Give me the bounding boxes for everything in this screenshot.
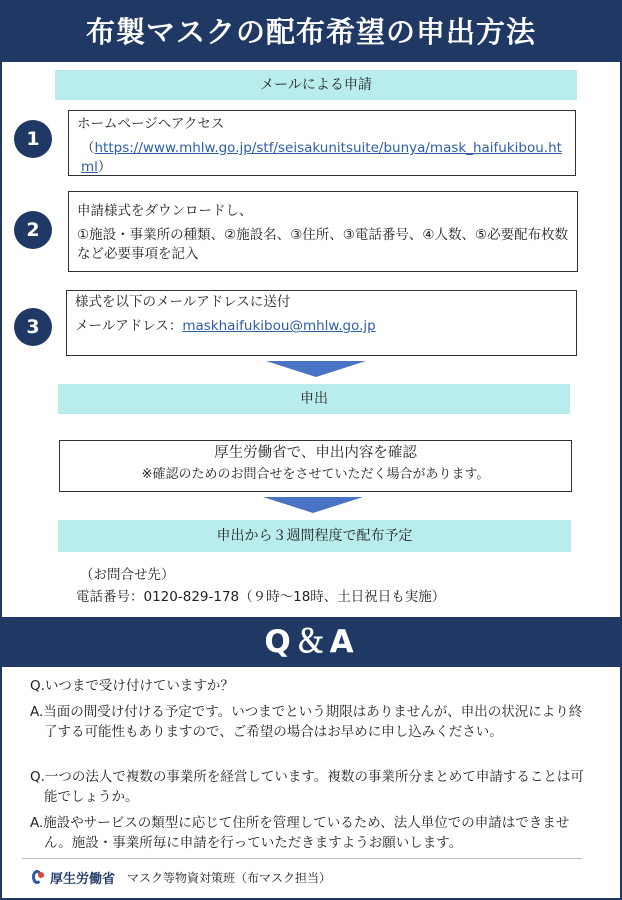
application-email-link[interactable]: maskhaifukibou@mhlw.go.jp: [182, 318, 376, 334]
step-1-badge: 1: [14, 120, 52, 158]
step-1-box: [68, 110, 576, 176]
qa-question-1: Q.いつまで受け付けていますか？: [30, 678, 234, 694]
qa-title: Q＆A: [2, 617, 620, 667]
step-2-badge: 2: [14, 211, 52, 249]
footer-org: 厚生労働省: [50, 872, 116, 887]
step-2-box: [68, 191, 578, 272]
step-1-link-open: （: [81, 140, 95, 156]
mhlw-logo-icon: [30, 869, 46, 887]
contact-phone: 電話番号：0120-829-178（９時～18時、土日祝日も実施）: [76, 589, 446, 605]
contact-heading: （お問合せ先）: [80, 567, 175, 583]
confirm-note: ※確認のためのお問合せをさせていただく場合があります。: [141, 467, 490, 482]
email-label: メールアドレス：: [75, 318, 183, 334]
confirm-title: 厚生労働省で、申出内容を確認: [214, 445, 417, 461]
apply-label: 申出: [58, 384, 570, 414]
qa-answer-2: A.施設やサービスの類型に応じて住所を管理しているため、法人単位での申請はできません。施設・事業所毎に申請を行っていただきますようお願いします。: [30, 815, 570, 851]
step-3-box: [66, 290, 577, 356]
step-2-detail: ①施設・事業所の種類、②施設名、③住所、③電話番号、④人数、⑤必要配布枚数など必要事項を記入: [77, 227, 569, 262]
page-title: 布製マスクの配布希望の申出方法: [2, 2, 620, 62]
step-2-title: 申請様式をダウンロードし、: [77, 203, 253, 219]
footer: [30, 868, 331, 887]
confirm-box: [59, 440, 572, 492]
footer-dept: マスク等物資対策班（布マスク担当）: [127, 871, 332, 885]
delivery-schedule-label: 申出から３週間程度で配布予定: [58, 520, 571, 552]
step-1-link-close: ）: [97, 159, 112, 175]
qa-answer-1: A.当面の間受け付ける予定です。いつまでという期限はありませんが、申出の状況により終了する可能性もありますので、ご希望の場合はお早めに申し込みください。: [30, 704, 583, 740]
step-3-badge: 3: [14, 308, 52, 346]
footer-divider: [22, 858, 582, 859]
mhlw-homepage-link[interactable]: https://www.mhlw.go.jp/stf/seisakunitsuite/bunya/mask_haifukibou.html: [81, 140, 562, 175]
qa-question-2: Q.一つの法人で複数の事業所を経営しています。複数の事業所分まとめて申請することは可能でしょうか。: [30, 769, 584, 805]
down-arrow-icon: [263, 497, 363, 513]
step-1-title: ホームページへアクセス: [77, 116, 225, 132]
step-3-title: 様式を以下のメールアドレスに送付: [75, 294, 291, 310]
down-arrow-icon: [266, 361, 366, 377]
email-application-label: メールによる申請: [55, 70, 577, 100]
